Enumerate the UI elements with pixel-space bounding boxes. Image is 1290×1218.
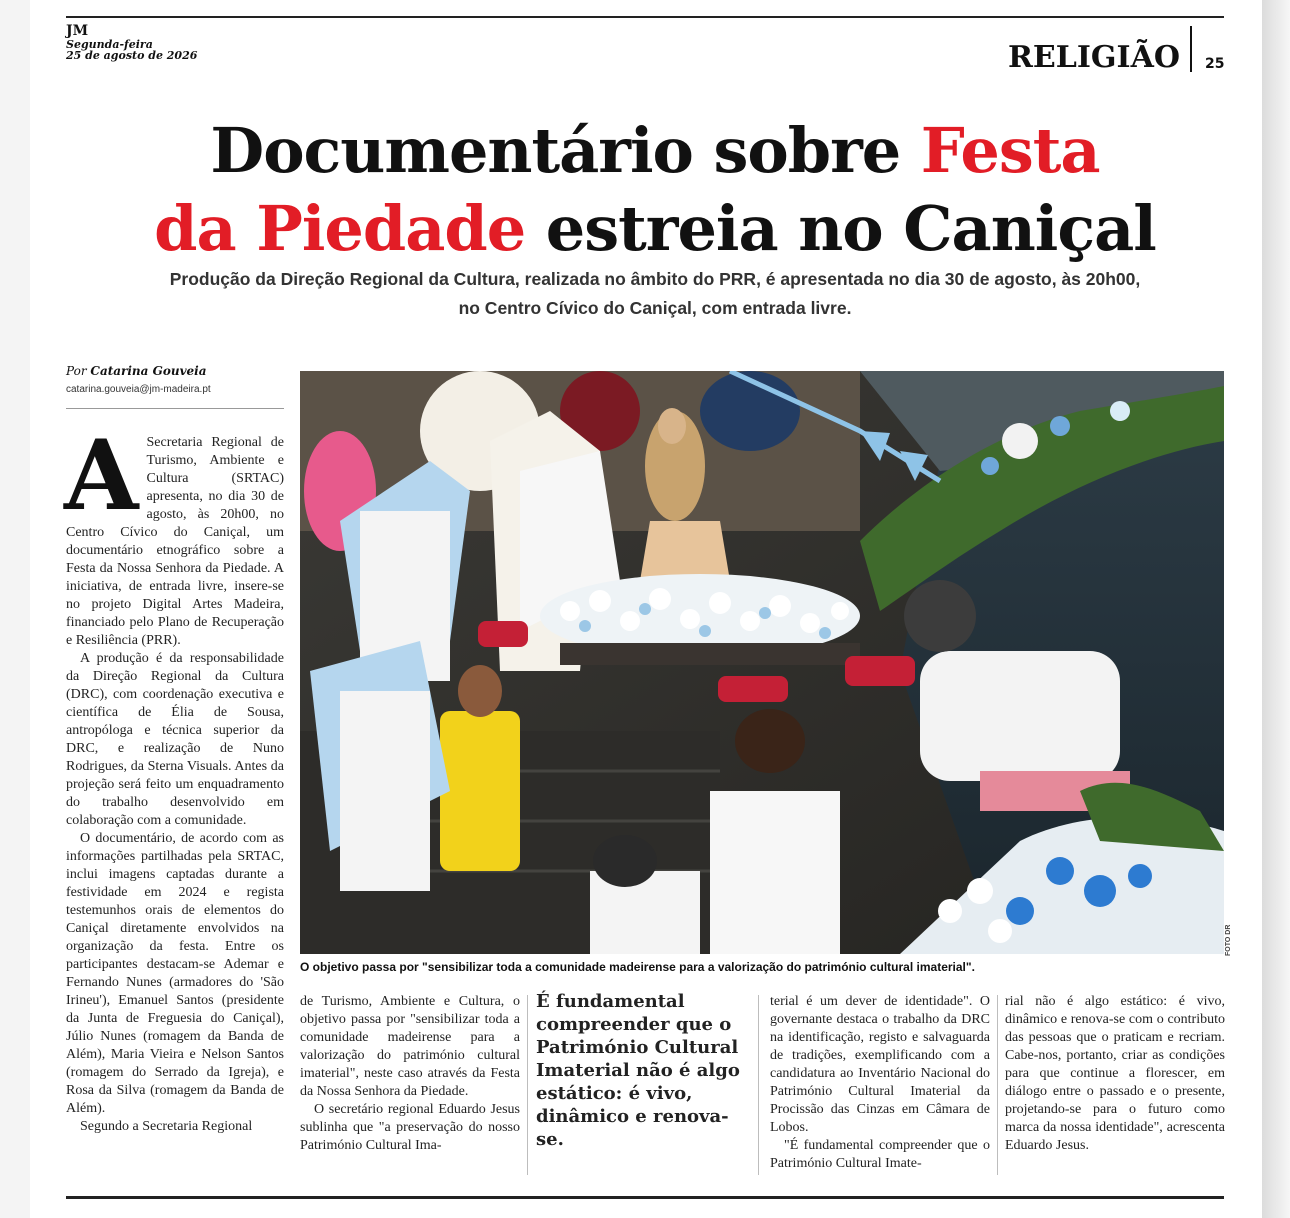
masthead-date: 25 de agosto de 2026 (66, 49, 198, 63)
body-column-2 (300, 993, 520, 1155)
standfirst-line1: Produção da Direção Regional da Cultura, realizada no âmbito do PRR, é apresentada no dia 30 de agosto, às 20h00, (169, 269, 1141, 289)
page-number: 25 (1205, 56, 1225, 72)
article-photo (300, 371, 1224, 954)
masthead-day: Segunda-feira (66, 37, 153, 51)
headline-part4: estreia no Caniçal (525, 192, 1156, 265)
pull-quote: É fundamental compreender que o Património Cultural Imaterial não é algo estático: é vivo, dinâmico e renova-se. (536, 991, 740, 1150)
column-rule-3 (997, 995, 998, 1175)
paragraph-3: O documentário, de acordo com as informações partilhadas pela SRTAC, inclui imagens captadas durante a festividade em 2024 e regista testemunhos orais de elementos do Caniçal diretamente envolvidos na organização da festa. Entre os participantes destacam-se Ademar e Fernando Nunes (armadores do 'São Irineu'), Emanuel Santos (presidente da Junta de Freguesia do Caniçal), Júlio Nunes (romagem da Banda de Além), Maria Vieira e Nelson Santos (romagem do Serrado da Igreja), e Rosa da Silva (romagem da Banda de Além). (66, 831, 284, 1116)
newspaper-page (30, 0, 1262, 1218)
paragraph-4: Segundo a Secretaria Regional (80, 1119, 253, 1134)
column-rule-1 (527, 995, 528, 1175)
photo-credit: FOTO DR (1225, 924, 1232, 956)
paragraph-6: O secretário regional Eduardo Jesus sublinha que "a preservação do nosso Património Cultural Ima- (300, 1102, 520, 1153)
body-column-4 (770, 993, 990, 1173)
headline-part3-red: da Piedade (154, 192, 526, 265)
headline-part2-red: Festa (920, 114, 1100, 187)
top-rule (66, 16, 1224, 18)
author-email[interactable]: catarina.gouveia@jm-madeira.pt (66, 384, 211, 395)
paragraph-7: terial é um dever de identidade". O governante destaca o trabalho da DRC na identificação, registo e salvaguarda de tradições, exemplificando com a candidatura ao Inventário Nacional do Património Cultural Imaterial da Procissão das Cinzas em Câmara de Lobos. (770, 994, 990, 1135)
paragraph-5: de Turismo, Ambiente e Cultura, o objetivo passa por "sensibilizar toda a comunidade madeirense para a valorização do património cultural imaterial", neste caso através da Festa da Nossa Senhora da Piedade. (300, 994, 520, 1099)
drop-cap: A (64, 419, 139, 532)
masthead-logo: JM (66, 23, 89, 39)
byline-prefix: Por (66, 364, 87, 378)
section-title: RELIGIÃO (1008, 40, 1180, 75)
byline (66, 364, 207, 378)
column-rule-2 (758, 995, 759, 1175)
bottom-rule (66, 1196, 1224, 1199)
photo-caption: O objetivo passa por "sensibilizar toda a comunidade madeirense para a valorização do património cultural imaterial". (300, 960, 975, 974)
body-column-5 (1005, 993, 1225, 1155)
headline-part1: Documentário sobre (210, 114, 921, 187)
procession-photo-illustration (300, 371, 1224, 954)
headline (70, 112, 1240, 268)
paragraph-1: Secretaria Regional de Turismo, Ambiente e Cultura (SRTAC) apresenta, no dia 30 de agosto, às 20h00, no Centro Cívico do Caniçal, um documentário etnográfico sobre a Festa da Nossa Senhora da Piedade. A iniciativa, de entrada livre, insere-se no projeto Digital Artes Madeira, financiado pelo Plano de Recuperação e Resiliência (PRR). (66, 435, 284, 648)
standfirst-line2: no Centro Cívico do Caniçal, com entrada livre. (458, 298, 852, 318)
body-column-1 (64, 419, 284, 1136)
standfirst (90, 265, 1220, 323)
paragraph-9: rial não é algo estático: é vivo, dinâmico e renova-se com o contributo das pessoas que o praticam e recriam. Cabe-nos, portanto, criar as condições para que continue a florescer, em diálogo entre o passado e o presente, projetando-se para o futuro como marca da nossa identidade", acrescenta Eduardo Jesus. (1005, 994, 1225, 1153)
page-edge-shadow (1262, 0, 1290, 1218)
byline-author: Catarina Gouveia (90, 364, 207, 378)
paragraph-2: A produção é da responsabilidade da Direção Regional da Cultura (DRC), com coordenação executiva e científica de Élia de Sousa, antropóloga e técnica superior da DRC, e realização de Nuno Rodrigues, da Sterna Visuals. Antes da projeção será feito um enquadramento do trabalho desenvolvido em colaboração com a comunidade. (66, 651, 284, 828)
section-divider (1190, 26, 1192, 72)
paragraph-8: "É fundamental compreender que o Património Cultural Imate- (770, 1138, 990, 1171)
byline-rule (66, 408, 284, 409)
masthead (66, 24, 197, 62)
